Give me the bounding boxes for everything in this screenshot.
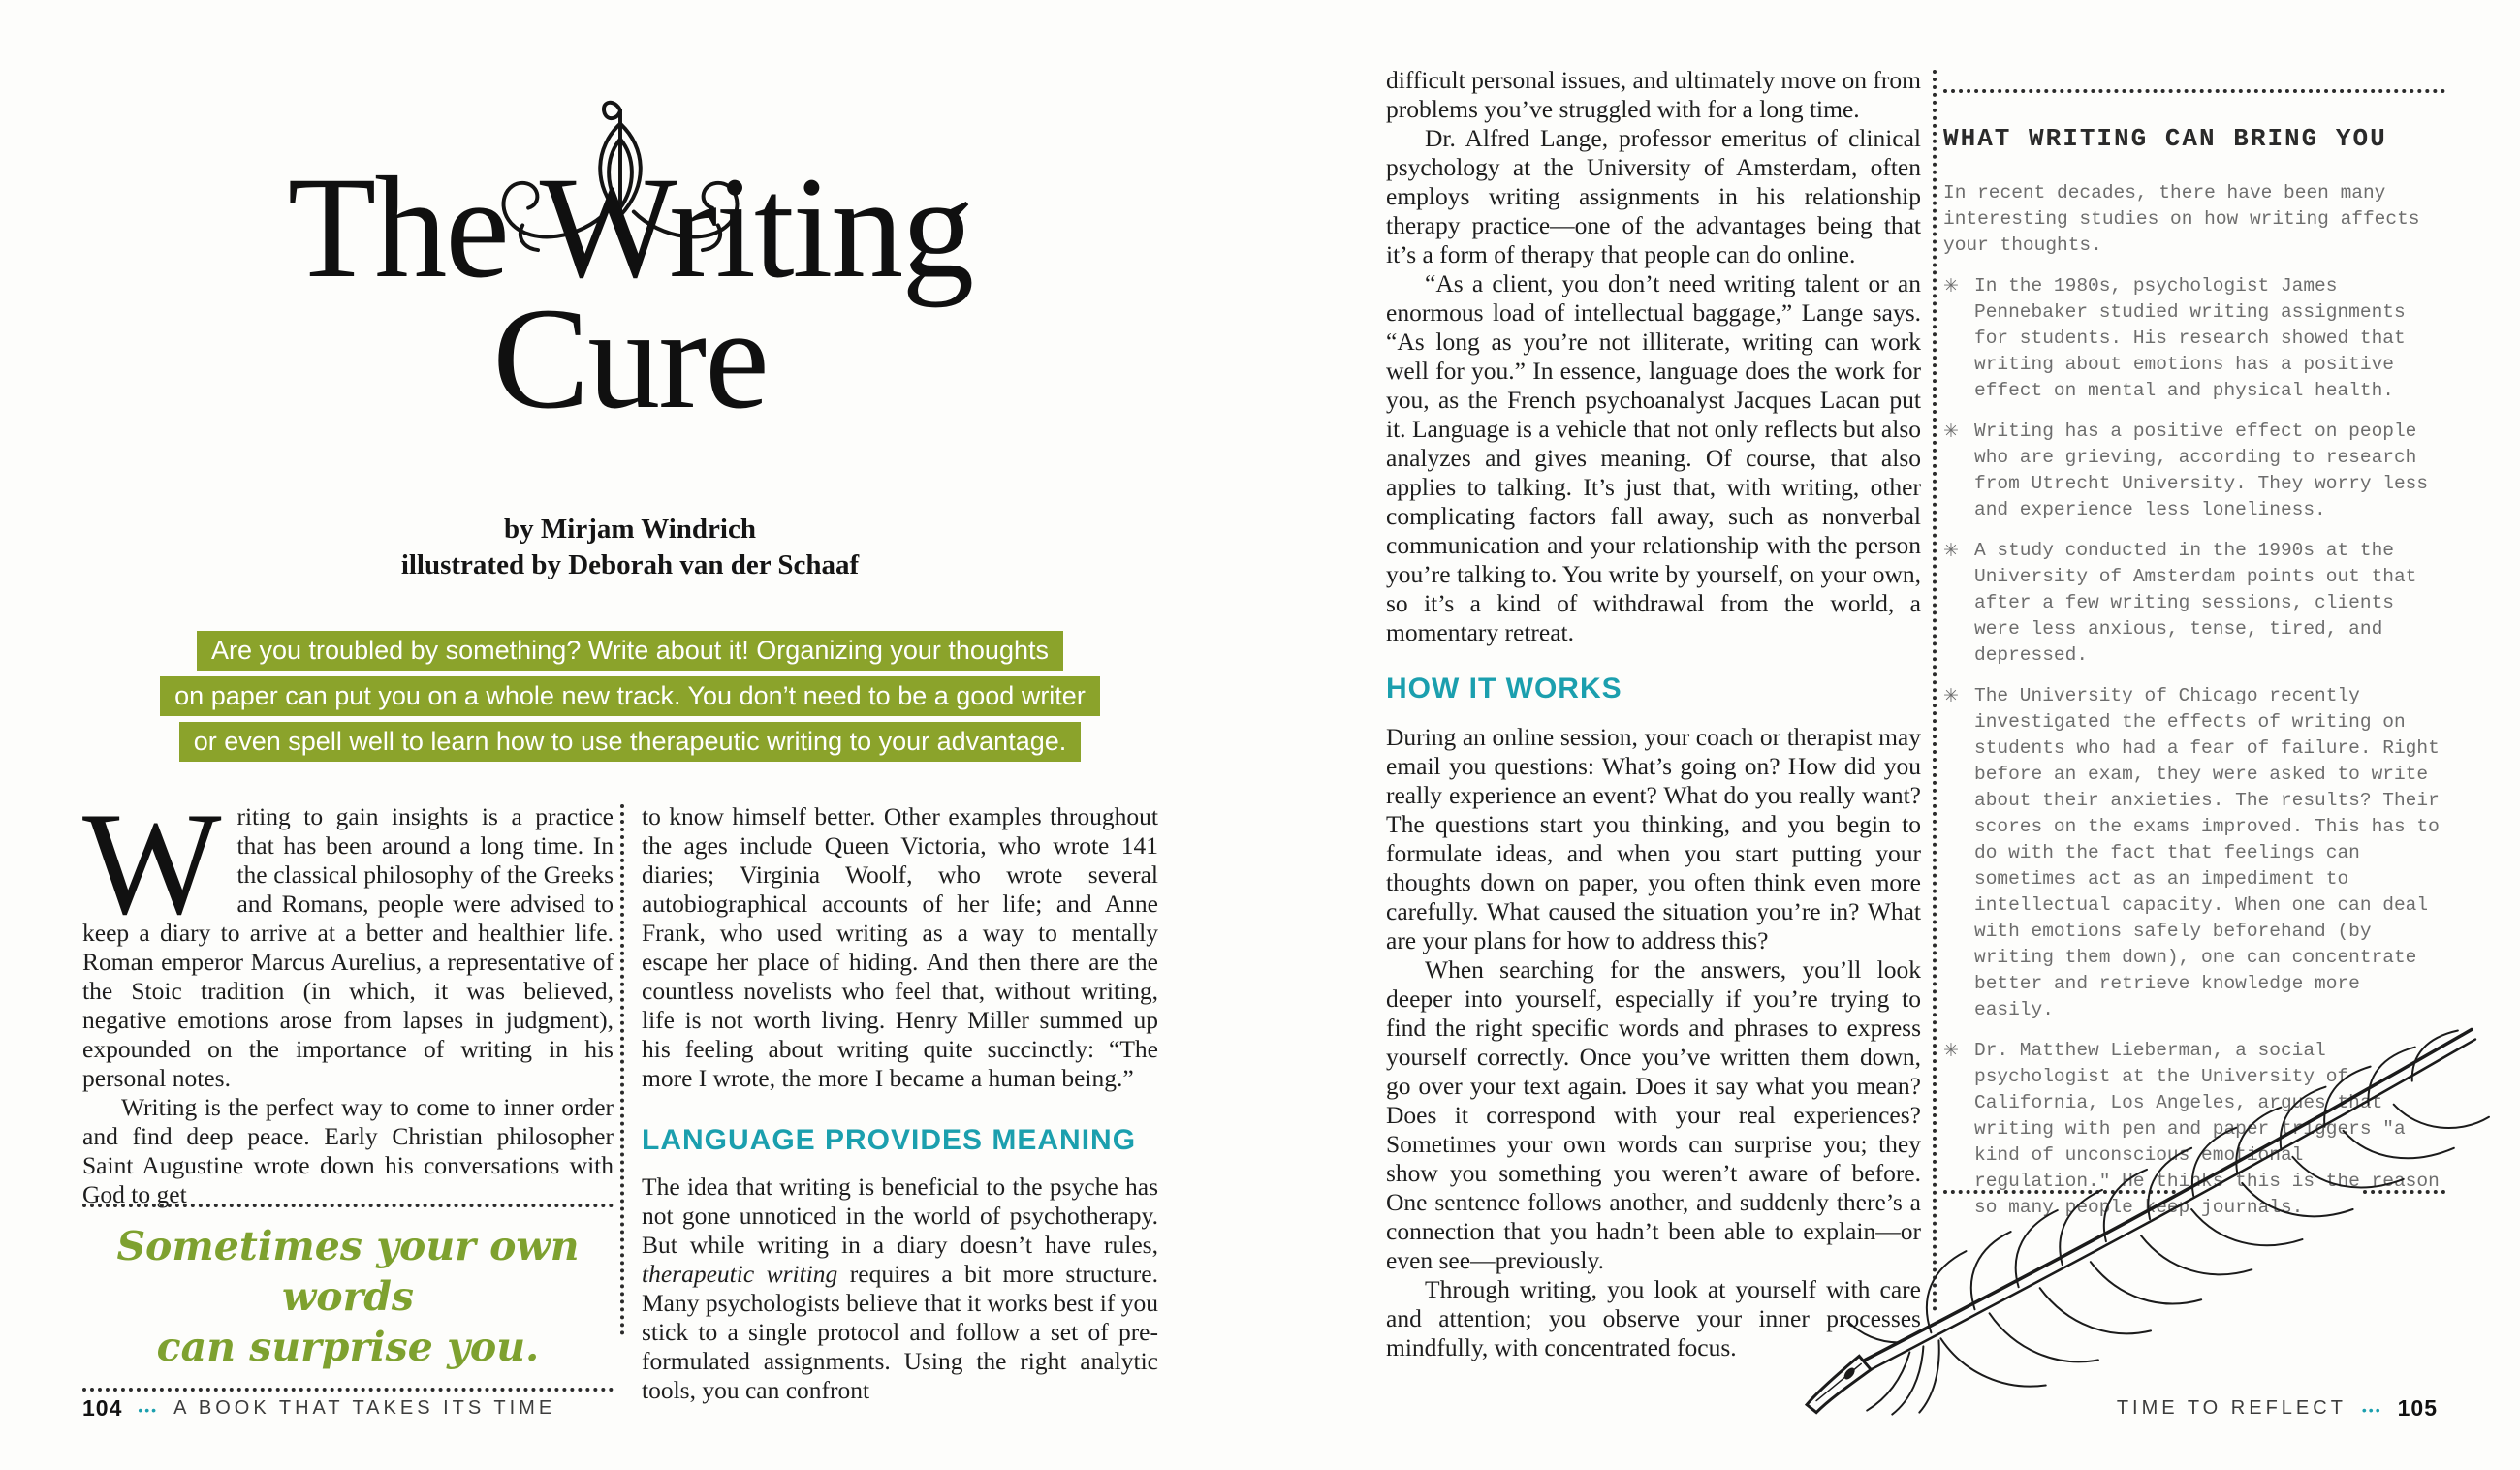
- paragraph-text: riting to gain insights is a practice that has been around a long time. In the classical philosophy of the Greeks and Romans, people were advised to keep a diary to arrive at a better and healthier life. Roman emperor Marcus Aurelius, a representative of the Stoic tradition (in which, it was believed, negative emotions arose from lapses in judgment), expounded on the importance of writing in his personal notes.: [82, 802, 614, 1092]
- asterisk-bullet-icon: ✳: [1943, 540, 1959, 561]
- paragraph-text: requires a bit more structure. Many psychologists believe that it works best if you stick to a single protocol and follow a set of pre-formulated assignments. Using the right analytic tools, you can confront: [642, 1260, 1158, 1404]
- byline: [0, 512, 1260, 583]
- body-paragraph: [642, 1173, 1158, 1405]
- intro-highlight-line1: Are you troubled by something? Write about it! Organizing your thoughts: [197, 631, 1063, 671]
- body-paragraph: difficult personal issues, and ultimately move on from problems you’ve struggled with for a long time.: [1386, 66, 1921, 123]
- quill-feather-illustration: [1785, 1000, 2504, 1419]
- pull-quote: [82, 1207, 614, 1388]
- footer-label: TIME TO REFLECT: [2116, 1397, 2347, 1419]
- sidebar-bullet-item: [1943, 273, 2445, 404]
- asterisk-bullet-icon: ✳: [1943, 1040, 1959, 1061]
- sidebar-title: WHAT WRITING CAN BRING YOU: [1943, 124, 2387, 153]
- sidebar-bullet-text: Writing has a positive effect on people who are grieving, according to research from Utrecht University. They worry less and experience less loneliness.: [1974, 421, 2429, 520]
- intro-highlight: [0, 628, 1260, 765]
- column-divider-rule: [620, 804, 624, 1335]
- page-number: 104: [82, 1395, 123, 1421]
- article-title-line1: The Writing: [287, 147, 973, 308]
- pull-quote-line1: Sometimes your own words: [116, 1223, 580, 1320]
- footer-label: A BOOK THAT TAKES ITS TIME: [173, 1397, 556, 1419]
- sidebar-bullet-item: [1943, 538, 2445, 669]
- left-page-footer: [82, 1395, 555, 1422]
- left-page-column-1: [82, 782, 614, 1209]
- body-paragraph: Dr. Alfred Lange, professor emeritus of clinical psychology at the University of Amsterdam, often employs writing assignments in his relationship therapy practice—one of the advantages being that it’s a form of therapy that people can do online.: [1386, 124, 1921, 268]
- paragraph-italic-text: therapeutic writing: [642, 1260, 838, 1288]
- byline-illustrator: illustrated by Deborah van der Schaaf: [400, 549, 860, 580]
- right-page-footer: [2117, 1395, 2438, 1422]
- intro-highlight-line2: on paper can put you on a whole new track. You don’t need to be a good writer: [160, 676, 1100, 716]
- paragraph-text: The idea that writing is beneficial to the psyche has not gone unnoticed in the world of psychotherapy. But while writing in a diary doesn’t have rules,: [642, 1173, 1158, 1259]
- pull-quote-bottom-rule: [82, 1388, 614, 1392]
- footer-dots-icon: •••: [2361, 1401, 2382, 1418]
- sidebar-bullet-text: In the 1980s, psychologist James Pennebaker studied writing assignments for students. His research showed that writing about emotions has a positive effect on mental and physical health.: [1974, 275, 2406, 401]
- body-paragraph: to know himself better. Other examples throughout the ages include Queen Victoria, who wrote 141 diaries; Virginia Woolf, who wrote several autobiographical accounts of her life; and Anne Frank, who used writing as a way to mentally escape her place of hiding. And then there are the countless novelists who feel that, without writing, life is not worth living. Henry Miller summed up his feeling about writing quite succinctly: “The more I wrote, the more I became a human being.”: [642, 802, 1158, 1092]
- sidebar-bullet-text: A study conducted in the 1990s at the University of Amsterdam points out that after a few writing sessions, clients were less anxious, tense, tired, and depressed.: [1974, 540, 2417, 666]
- intro-highlight-line3: or even spell well to learn how to use therapeutic writing to your advantage.: [179, 722, 1082, 762]
- sidebar-bullet-text: The University of Chicago recently investigated the effects of writing on students who had a fear of failure. Right before an exam, they were asked to write about their anxieties. The results? Their scores on the exams improved. This has to do with the fact that feelings can sometimes act as an impediment to intellectual capacity. When one can deal with emotions safely beforehand (by writing them down), one can concentrate better and retrieve knowledge more easily.: [1974, 685, 2440, 1020]
- section-heading-how-it-works: HOW IT WORKS: [1386, 672, 1622, 704]
- drop-cap: W: [82, 782, 222, 945]
- body-paragraph: During an online session, your coach or therapist may email you questions: What’s going on? How did you really experience an event? What do you really want? The questions start you thinking, and you begin to formulate ideas, and when you start putting your thoughts down on paper, you often think even more carefully. What caused the situation you’re in? What are your plans for how to address this?: [1386, 723, 1921, 954]
- body-paragraph: Through writing, you look at yourself with care and attention; you observe your inner processes mindfully, with concentrated focus.: [1386, 1275, 1921, 1361]
- left-page-column-2: [642, 802, 1158, 1405]
- byline-author: by Mirjam Windrich: [504, 514, 756, 545]
- sidebar-bullet-item: [1943, 419, 2445, 523]
- section-heading-language-provides-meaning: LANGUAGE PROVIDES MEANING: [642, 1124, 1137, 1156]
- sidebar-bullet-item: [1943, 683, 2445, 1023]
- pull-quote-box: [82, 1204, 614, 1392]
- page-number: 105: [2397, 1395, 2438, 1421]
- asterisk-bullet-icon: ✳: [1943, 685, 1959, 706]
- footer-dots-icon: •••: [138, 1401, 159, 1418]
- body-paragraph: Writing is the perfect way to come to inner order and find deep peace. Early Christian philosopher Saint Augustine wrote down his conversations with God to get: [82, 1093, 614, 1208]
- body-paragraph: When searching for the answers, you’ll look deeper into yourself, especially if you’re trying to find the right specific words and phrases to express yourself correctly. Once you’ve written them down, go over your text again. Does it say what you mean? Does it correspond with your real experiences? Sometimes your own words can surprise you; they show you something you weren’t aware of before. One sentence follows another, and suddenly there’s a connection that you hadn’t been able to explain—or even see—previously.: [1386, 955, 1921, 1274]
- asterisk-bullet-icon: ✳: [1943, 275, 1959, 297]
- article-title: [0, 147, 1260, 439]
- article-title-line2: Cure: [492, 278, 768, 439]
- pull-quote-line2: can surprise you.: [156, 1324, 540, 1370]
- asterisk-bullet-icon: ✳: [1943, 421, 1959, 442]
- body-paragraph: [82, 782, 614, 1093]
- sidebar-top-rule: [1943, 89, 2445, 93]
- body-paragraph: “As a client, you don’t need writing talent or an enormous load of intellectual baggage,” Lange says. “As long as you’re not illiterate, writing can work well for you.” In essence, language does the work for you, as the French psychoanalyst Jacques Lacan put it. Language is a vehicle that not only reflects but also analyzes and gives meaning. Of course, that also applies to talking. It’s just that, with writing, other complicating factors fall away, such as nonverbal communication and your relationship with the person you’re talking to. You write by yourself, on your own, so it’s a kind of withdrawal from the world, a momentary retreat.: [1386, 269, 1921, 646]
- sidebar-bullet-text: Dr. Matthew Lieberman, a social psychologist at the University of California, Los Angeles, argues that writing with pen and paper triggers "a kind of unconscious emotional regulation." He thinks this is the reason so many people keep journals.: [1974, 1040, 2440, 1218]
- sidebar-intro: In recent decades, there have been many interesting studies on how writing affects your thoughts.: [1943, 182, 2420, 256]
